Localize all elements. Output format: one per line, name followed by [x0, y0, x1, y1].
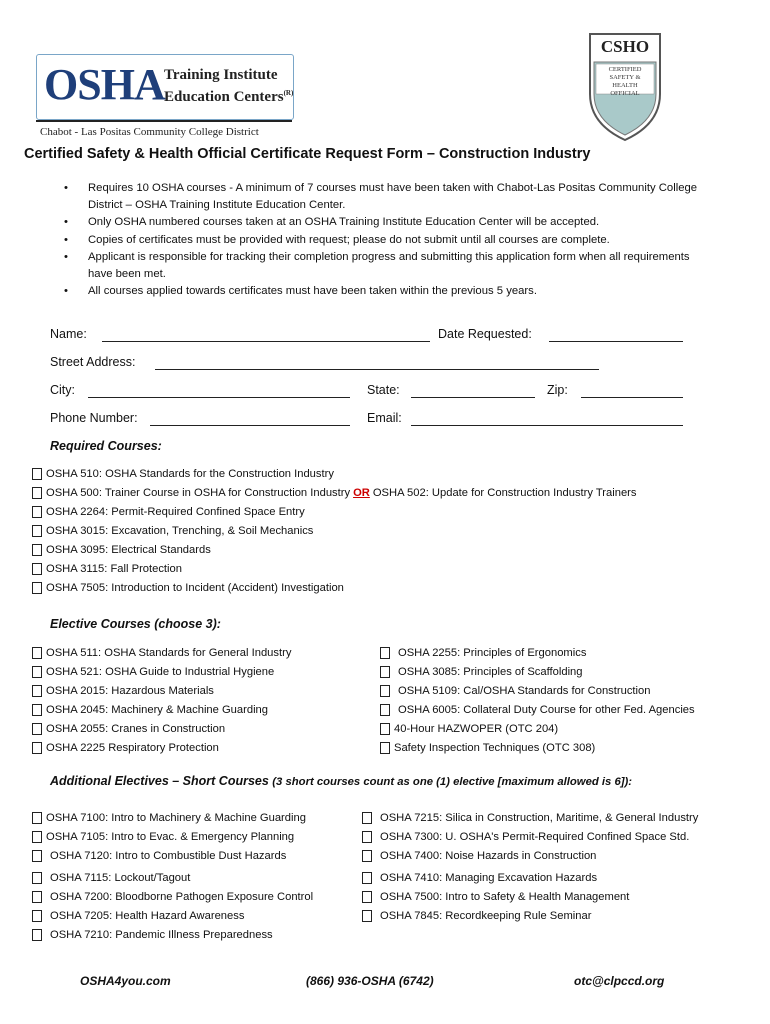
checkbox-icon[interactable]	[32, 544, 42, 556]
course-label: OSHA 7400: Noise Hazards in Construction	[380, 850, 597, 862]
checkbox-icon[interactable]	[362, 812, 372, 824]
course-label: OSHA 521: OSHA Guide to Industrial Hygiene	[46, 666, 275, 678]
short-course[interactable]	[32, 812, 306, 824]
elective-courses-title: Elective Courses (choose 3):	[50, 617, 221, 631]
course-label: OSHA 2055: Cranes in Construction	[46, 723, 226, 735]
checkbox-icon[interactable]	[32, 468, 42, 480]
short-course[interactable]	[32, 831, 294, 843]
short-course[interactable]	[32, 891, 313, 903]
logo-reg: (R)	[283, 89, 294, 97]
required-course-510[interactable]	[32, 468, 334, 480]
logo-line1: Training Institute	[164, 67, 278, 83]
logo-text	[164, 66, 293, 106]
list-item: • Copies of certificates must be provided with request; please do not submit until all courses are complete.	[60, 232, 700, 249]
required-course-500[interactable]	[32, 487, 637, 499]
additional-electives-title	[50, 774, 632, 788]
email-field[interactable]	[411, 424, 683, 426]
date-requested-field[interactable]	[549, 340, 683, 342]
course-label: OSHA 5109: Cal/OSHA Standards for Construction	[398, 685, 651, 697]
short-course[interactable]	[362, 850, 596, 862]
elective-course[interactable]	[32, 742, 219, 754]
course-label: OSHA 7105: Intro to Evac. & Emergency Planning	[46, 831, 295, 843]
checkbox-icon[interactable]	[32, 506, 42, 518]
short-course[interactable]	[362, 872, 597, 884]
course-label: OSHA 7410: Managing Excavation Hazards	[380, 872, 598, 884]
short-course[interactable]	[362, 812, 698, 824]
course-label: OSHA 7210: Pandemic Illness Preparedness	[50, 929, 273, 941]
course-label: 40-Hour HAZWOPER (OTC 204)	[394, 723, 559, 735]
additional-note: (3 short courses count as one (1) elective [maximum allowed is 6]):	[272, 776, 633, 788]
city-field[interactable]	[88, 396, 350, 398]
course-label: Safety Inspection Techniques (OTC 308)	[394, 742, 596, 754]
course-label: OSHA 6005: Collateral Duty Course for other Fed. Agencies	[398, 704, 695, 716]
checkbox-icon[interactable]	[362, 891, 372, 903]
elective-course[interactable]	[380, 704, 695, 716]
course-label: OSHA 2045: Machinery & Machine Guarding	[46, 704, 269, 716]
elective-course[interactable]	[32, 685, 214, 697]
course-label: OSHA 3015: Excavation, Trenching, & Soil Mechanics	[46, 525, 314, 537]
short-course[interactable]	[362, 910, 591, 922]
course-label: OSHA 7115: Lockout/Tagout	[50, 872, 191, 884]
short-course[interactable]	[32, 910, 244, 922]
checkbox-icon[interactable]	[32, 647, 42, 659]
required-courses-title: Required Courses:	[50, 439, 162, 453]
checkbox-icon[interactable]	[32, 891, 42, 903]
footer-email[interactable]: otc@clpccd.org	[574, 974, 665, 988]
required-course-2264[interactable]	[32, 506, 305, 518]
checkbox-icon[interactable]	[380, 704, 390, 716]
list-item: • Requires 10 OSHA courses - A minimum of 7 courses must have been taken with Chabot-Las Positas Community College District – OSHA Training Institute Education Center.	[60, 180, 700, 213]
logo-line2	[164, 84, 293, 106]
course-label: OSHA 2225 Respiratory Protection	[46, 742, 219, 754]
checkbox-icon[interactable]	[362, 831, 372, 843]
name-label: Name:	[50, 327, 87, 341]
short-course[interactable]	[32, 872, 190, 884]
elective-course[interactable]	[380, 742, 595, 754]
additional-title-text: Additional Electives – Short Courses	[50, 774, 269, 788]
badge-title: CSHO	[600, 37, 650, 56]
elective-course[interactable]	[32, 723, 225, 735]
checkbox-icon[interactable]	[32, 812, 42, 824]
checkbox-icon[interactable]	[32, 582, 42, 594]
required-course-3115[interactable]	[32, 563, 182, 575]
checkbox-icon[interactable]	[32, 525, 42, 537]
logo-wordmark: OSHA	[44, 60, 165, 109]
checkbox-icon[interactable]	[32, 850, 42, 862]
elective-course[interactable]	[32, 647, 291, 659]
checkbox-icon[interactable]	[32, 666, 42, 678]
course-label: OSHA 3115: Fall Protection	[46, 563, 182, 575]
checkbox-icon[interactable]	[32, 742, 42, 754]
required-course-7505[interactable]	[32, 582, 344, 594]
checkbox-icon[interactable]	[362, 850, 372, 862]
course-label: OSHA 2015: Hazardous Materials	[46, 685, 214, 697]
checkbox-icon[interactable]	[32, 872, 42, 884]
alt-course-label: OSHA 502: Update for Construction Industry Trainers	[372, 487, 637, 499]
csho-badge	[586, 32, 664, 142]
checkbox-icon[interactable]	[32, 563, 42, 575]
required-course-3015[interactable]	[32, 525, 313, 537]
logo-line2-text: Education Centers	[164, 89, 284, 105]
required-course-3095[interactable]	[32, 544, 211, 556]
course-label: OSHA 500: Trainer Course in OSHA for Construction Industry	[46, 487, 351, 499]
elective-course[interactable]	[380, 666, 583, 678]
logo-divider	[36, 120, 292, 122]
osha-logo	[36, 54, 294, 140]
badge-subtitle: CERTIFIED SAFETY & HEALTH OFFICIAL	[608, 66, 642, 97]
footer-website[interactable]: OSHA4you.com	[80, 974, 171, 988]
course-label: OSHA 7300: U. OSHA's Permit-Required Confined Space Std.	[380, 831, 690, 843]
checkbox-icon[interactable]	[380, 742, 390, 754]
course-label: OSHA 510: OSHA Standards for the Construction Industry	[46, 468, 334, 480]
list-item: • Only OSHA numbered courses taken at an OSHA Training Institute Education Center will be accepted.	[60, 214, 700, 231]
course-label: OSHA 7100: Intro to Machinery & Machine Guarding	[46, 812, 306, 824]
course-label: OSHA 7845: Recordkeeping Rule Seminar	[380, 910, 592, 922]
phone-field[interactable]	[150, 424, 350, 426]
short-course[interactable]	[32, 850, 286, 862]
form-title: Certified Safety & Health Official Certificate Request Form – Construction Industry	[24, 146, 591, 162]
elective-course[interactable]	[380, 647, 586, 659]
short-course[interactable]	[362, 831, 689, 843]
name-field[interactable]	[102, 340, 430, 342]
course-label: OSHA 2255: Principles of Ergonomics	[398, 647, 587, 659]
checkbox-icon[interactable]	[32, 910, 42, 922]
zip-label: Zip:	[547, 383, 568, 397]
state-label: State:	[367, 383, 400, 397]
elective-course[interactable]	[32, 666, 274, 678]
course-label: OSHA 7200: Bloodborne Pathogen Exposure Control	[50, 891, 314, 903]
footer-phone: (866) 936-OSHA (6742)	[306, 974, 434, 988]
checkbox-icon[interactable]	[380, 723, 390, 735]
course-label: OSHA 7120: Intro to Combustible Dust Hazards	[50, 850, 287, 862]
date-requested-label: Date Requested:	[438, 327, 532, 341]
logo-subtitle: Chabot - Las Positas Community College District	[40, 126, 259, 138]
requirements-list	[60, 180, 700, 301]
checkbox-icon[interactable]	[362, 910, 372, 922]
short-course[interactable]	[362, 891, 629, 903]
short-course[interactable]	[32, 929, 273, 941]
elective-course[interactable]	[32, 704, 268, 716]
checkbox-icon[interactable]	[32, 929, 42, 941]
course-label: OSHA 7205: Health Hazard Awareness	[50, 910, 245, 922]
course-label: OSHA 7500: Intro to Safety & Health Management	[380, 891, 630, 903]
phone-label: Phone Number:	[50, 411, 138, 425]
checkbox-icon[interactable]	[380, 647, 390, 659]
course-label: OSHA 2264: Permit-Required Confined Space Entry	[46, 506, 305, 518]
city-label: City:	[50, 383, 75, 397]
course-label: OSHA 3095: Electrical Standards	[46, 544, 211, 556]
checkbox-icon[interactable]	[380, 685, 390, 697]
course-label: OSHA 7505: Introduction to Incident (Accident) Investigation	[46, 582, 344, 594]
checkbox-icon[interactable]	[380, 666, 390, 678]
checkbox-icon[interactable]	[32, 831, 42, 843]
course-label: OSHA 511: OSHA Standards for General Industry	[46, 647, 292, 659]
course-label: OSHA 3085: Principles of Scaffolding	[398, 666, 583, 678]
checkbox-icon[interactable]	[32, 723, 42, 735]
checkbox-icon[interactable]	[32, 487, 42, 499]
state-field[interactable]	[411, 396, 535, 398]
course-label: OSHA 7215: Silica in Construction, Maritime, & General Industry	[380, 812, 699, 824]
street-field[interactable]	[155, 368, 599, 370]
zip-field[interactable]	[581, 396, 683, 398]
elective-course[interactable]	[380, 685, 650, 697]
checkbox-icon[interactable]	[32, 704, 42, 716]
elective-course[interactable]	[380, 723, 558, 735]
or-label: OR	[353, 487, 370, 499]
street-label: Street Address:	[50, 355, 136, 369]
checkbox-icon[interactable]	[362, 872, 372, 884]
list-item: • Applicant is responsible for tracking their completion progress and submitting this application form when all requirements have been met.	[60, 249, 700, 282]
checkbox-icon[interactable]	[32, 685, 42, 697]
list-item: • All courses applied towards certificates must have been taken within the previous 5 years.	[60, 283, 700, 300]
email-label: Email:	[367, 411, 402, 425]
